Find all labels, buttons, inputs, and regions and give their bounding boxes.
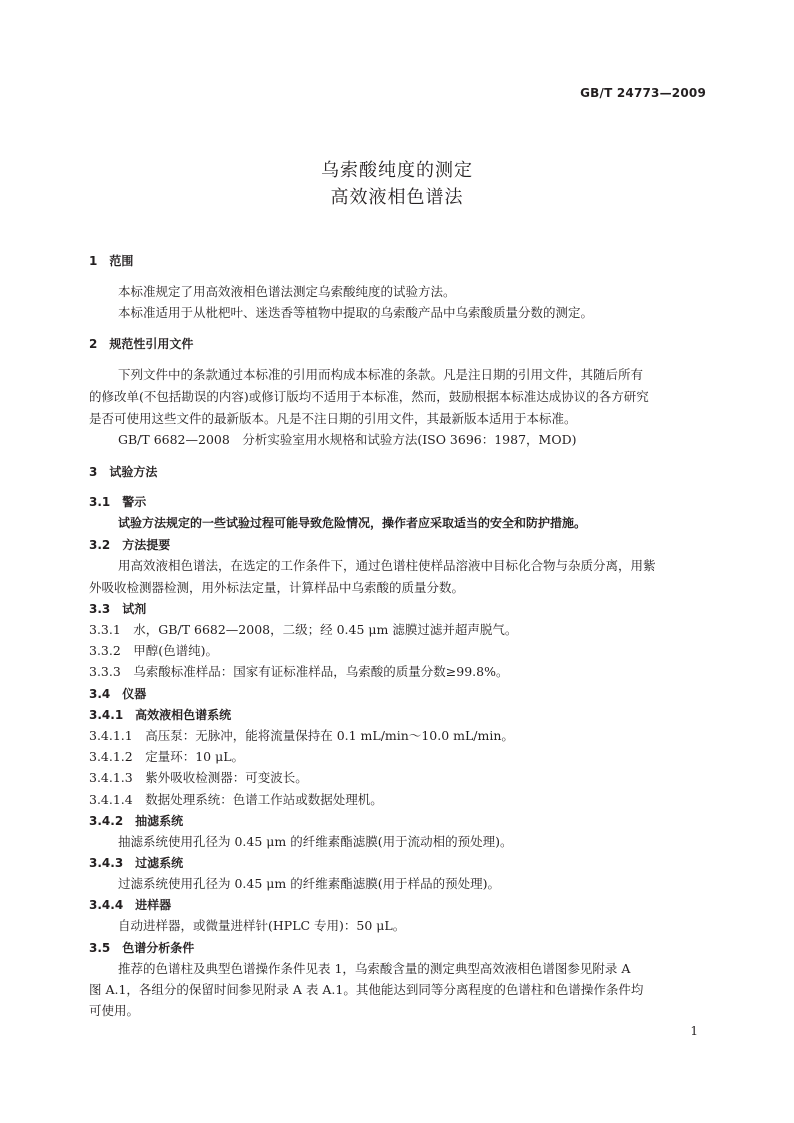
warning-text: 试验方法规定的一些试验过程可能导致危险情况，操作者应采取适当的安全和防护措施。 [118,516,587,530]
filter-system-text: 过滤系统使用孔径为 0.45 μm 的纤维素酯滤膜(用于样品的预处理)。 [118,876,500,891]
chromatographic-conditions-line-1: 推荐的色谱柱及典型色谱操作条件见表 1，乌索酸含量的测定典型高效液相色谱图参见附录 A [118,961,631,976]
subsection-3-4-4-heading: 3.4.4 进样器 [89,898,172,912]
filtration-system-text: 抽滤系统使用孔径为 0.45 μm 的纤维素酯滤膜(用于流动相的预处理)。 [118,834,513,849]
subsection-3-4-2-heading: 3.4.2 抽滤系统 [89,814,184,828]
section-1-paragraph-1: 本标准规定了用高效液相色谱法测定乌索酸纯度的试验方法。 [118,284,456,299]
section-1-heading: 1 范围 [89,254,134,268]
item-3-4-1-2: 3.4.1.2 定量环：10 μL。 [89,749,245,764]
subsection-3-3-heading: 3.3 试剂 [89,602,147,616]
section-2-paragraph-line-1: 下列文件中的条款通过本标准的引用而构成本标准的条款。凡是注日期的引用文件，其随后所有 [118,367,644,382]
reagent-3-3-1: 3.3.1 水，GB/T 6682—2008，二级；经 0.45 μm 滤膜过滤并超声脱气。 [89,622,518,637]
injector-text: 自动进样器，或微量进样针(HPLC 专用)：50 μL。 [118,918,406,933]
subsection-3-1-heading: 3.1 警示 [89,495,147,509]
chromatographic-conditions-line-3: 可使用。 [89,1003,140,1018]
item-3-4-1-4: 3.4.1.4 数据处理系统：色谱工作站或数据处理机。 [89,792,383,807]
section-2-paragraph-line-2: 的修改单(不包括勘误的内容)或修订版均不适用于本标准，然而，鼓励根据本标准达成协议的各方研究 [89,389,649,404]
section-3-heading: 3 试验方法 [89,465,158,479]
normative-reference: GB/T 6682—2008 分析实验室用水规格和试验方法(ISO 3696：1987，MOD) [118,432,577,447]
section-2-heading: 2 规范性引用文件 [89,337,194,351]
page-number: 1 [690,1024,698,1038]
subsection-3-4-3-heading: 3.4.3 过滤系统 [89,856,184,870]
item-3-4-1-3: 3.4.1.3 紫外吸收检测器：可变波长。 [89,770,308,785]
subsection-3-2-heading: 3.2 方法提要 [89,538,171,552]
reagent-3-3-3: 3.3.3 乌索酸标准样品：国家有证标准样品，乌索酸的质量分数≥99.8%。 [89,664,509,679]
item-3-4-1-1: 3.4.1.1 高压泵：无脉冲，能将流量保持在 0.1 mL/min～10.0 mL/min。 [89,728,514,743]
method-summary-line-2: 外吸收检测器检测，用外标法定量，计算样品中乌索酸的质量分数。 [89,580,465,595]
subsection-3-4-heading: 3.4 仪器 [89,687,147,701]
title-line-2: 高效液相色谱法 [330,187,464,208]
title-line-1: 乌索酸纯度的测定 [321,160,473,181]
section-2-paragraph-line-3: 是否可使用这些文件的最新版本。凡是不注日期的引用文件，其最新版本适用于本标准。 [89,411,577,426]
subsection-3-5-heading: 3.5 色谱分析条件 [89,941,195,955]
subsection-3-4-1-heading: 3.4.1 高效液相色谱系统 [89,708,232,722]
standard-number-header: GB/T 24773—2009 [580,86,706,100]
reagent-3-3-2: 3.3.2 甲醇(色谱纯)。 [89,643,219,658]
chromatographic-conditions-line-2: 图 A.1，各组分的保留时间参见附录 A 表 A.1。其他能达到同等分离程度的色谱柱和色谱操作条件均 [89,982,644,997]
method-summary-line-1: 用高效液相色谱法，在选定的工作条件下，通过色谱柱使样品溶液中目标化合物与杂质分离，用紫 [118,558,656,573]
section-1-paragraph-2: 本标准适用于从枇杷叶、迷迭香等植物中提取的乌索酸产品中乌索酸质量分数的测定。 [118,305,594,320]
